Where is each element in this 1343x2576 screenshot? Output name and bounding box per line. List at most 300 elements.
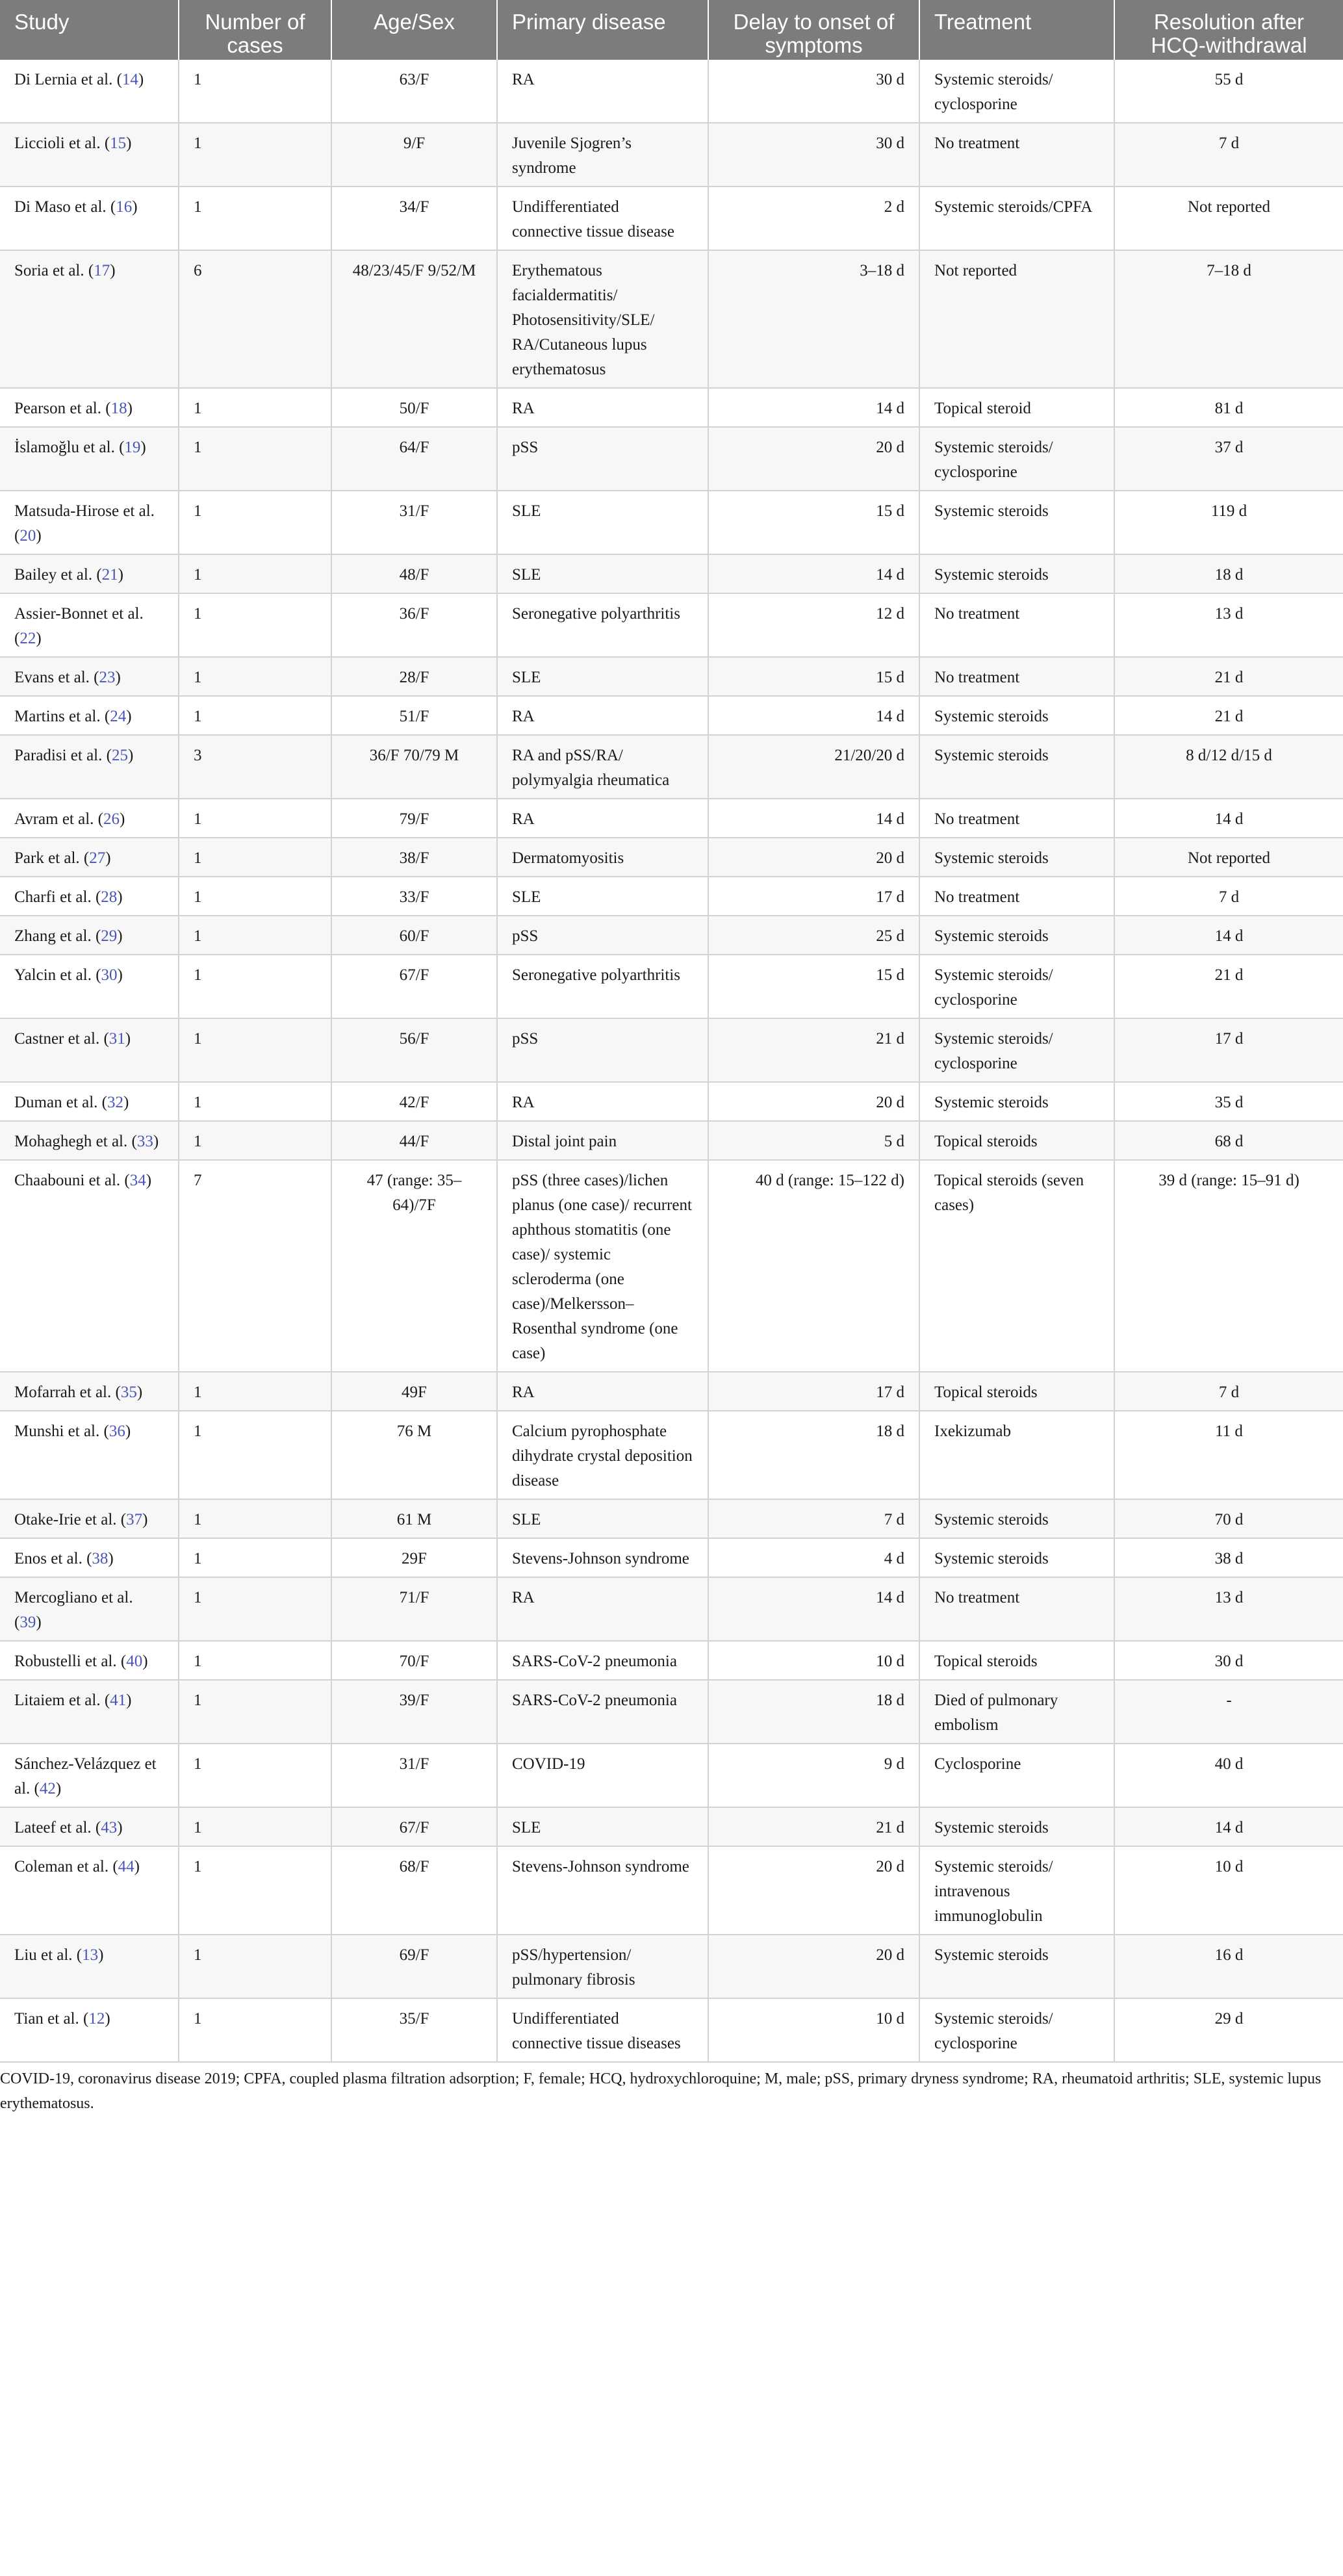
- cell-study: Liccioli et al. (15): [0, 123, 179, 187]
- study-author: Mohaghegh et al. (: [14, 1133, 137, 1150]
- cell-delay: 12 d: [708, 593, 919, 657]
- cell-number-of-cases: 1: [179, 838, 331, 877]
- cell-primary-disease: SARS-CoV-2 pneumonia: [497, 1680, 708, 1744]
- cell-treatment: No treatment: [919, 1577, 1114, 1641]
- cell-age-sex: 38/F: [331, 838, 497, 877]
- cell-delay: 20 d: [708, 838, 919, 877]
- cell-treatment: Topical steroids: [919, 1641, 1114, 1680]
- cell-study: Di Lernia et al. (14): [0, 60, 179, 123]
- cell-study: Pearson et al. (18): [0, 388, 179, 427]
- cell-number-of-cases: 1: [179, 388, 331, 427]
- cell-delay: 10 d: [708, 1641, 919, 1680]
- header-age-sex: Age/Sex: [331, 0, 497, 60]
- cell-primary-disease: RA: [497, 1372, 708, 1411]
- table-row: [0, 1160, 1343, 1372]
- study-author: Duman et al. (: [14, 1094, 108, 1111]
- cell-primary-disease: SLE: [497, 491, 708, 554]
- citation-link[interactable]: 36: [109, 1423, 125, 1440]
- study-author: Yalcin et al. (: [14, 966, 101, 984]
- cell-resolution: 14 d: [1114, 799, 1343, 838]
- cell-age-sex: 31/F: [331, 491, 497, 554]
- study-author: Soria et al. (: [14, 262, 94, 279]
- study-author: Robustelli et al. (: [14, 1653, 127, 1670]
- cell-delay: 14 d: [708, 696, 919, 735]
- study-author: Paradisi et al. (: [14, 747, 112, 764]
- cell-primary-disease: Stevens-Johnson syndrome: [497, 1846, 708, 1935]
- table-row: [0, 60, 1343, 123]
- cell-number-of-cases: 1: [179, 427, 331, 491]
- cell-number-of-cases: 1: [179, 799, 331, 838]
- table-row: [0, 427, 1343, 491]
- cell-primary-disease: COVID-19: [497, 1744, 708, 1807]
- cell-resolution: 55 d: [1114, 60, 1343, 123]
- citation-link[interactable]: 18: [110, 400, 127, 417]
- cell-study: Evans et al. (23): [0, 657, 179, 696]
- cell-primary-disease: pSS: [497, 916, 708, 955]
- study-author: Otake-Irie et al. (: [14, 1511, 127, 1528]
- cell-age-sex: 34/F: [331, 187, 497, 250]
- study-author: Assier-Bonnet et al. (: [14, 605, 144, 647]
- cell-age-sex: 70/F: [331, 1641, 497, 1680]
- cell-study: Liu et al. (13): [0, 1935, 179, 1998]
- cell-delay: 14 d: [708, 388, 919, 427]
- citation-link[interactable]: 25: [111, 747, 128, 764]
- cell-resolution: 38 d: [1114, 1538, 1343, 1577]
- cell-age-sex: 42/F: [331, 1082, 497, 1121]
- cell-number-of-cases: 1: [179, 491, 331, 554]
- cell-treatment: Systemic steroids: [919, 491, 1114, 554]
- cell-age-sex: 31/F: [331, 1744, 497, 1807]
- header-study: Study: [0, 0, 179, 60]
- cell-delay: 30 d: [708, 123, 919, 187]
- cell-resolution: 68 d: [1114, 1121, 1343, 1160]
- citation-link[interactable]: 14: [122, 71, 138, 88]
- cell-delay: 30 d: [708, 60, 919, 123]
- table-row: [0, 1499, 1343, 1538]
- citation-link[interactable]: 44: [118, 1858, 134, 1875]
- cell-number-of-cases: 1: [179, 593, 331, 657]
- citation-link[interactable]: 34: [129, 1172, 146, 1189]
- cell-age-sex: 68/F: [331, 1846, 497, 1935]
- cell-primary-disease: RA: [497, 388, 708, 427]
- citation-link[interactable]: 32: [107, 1094, 124, 1111]
- cell-delay: 5 d: [708, 1121, 919, 1160]
- cell-number-of-cases: 7: [179, 1160, 331, 1372]
- cell-primary-disease: Dermatomyositis: [497, 838, 708, 877]
- citation-link[interactable]: 27: [89, 849, 106, 867]
- cell-delay: 17 d: [708, 877, 919, 916]
- cell-treatment: Systemic steroids/ cyclosporine: [919, 427, 1114, 491]
- cell-treatment: Ixekizumab: [919, 1411, 1114, 1499]
- citation-link[interactable]: 33: [136, 1133, 153, 1150]
- cell-age-sex: 79/F: [331, 799, 497, 838]
- cell-age-sex: 49F: [331, 1372, 497, 1411]
- citation-link[interactable]: 20: [19, 527, 36, 545]
- cell-number-of-cases: 1: [179, 1807, 331, 1846]
- cell-delay: 14 d: [708, 554, 919, 593]
- cell-delay: 4 d: [708, 1538, 919, 1577]
- cell-resolution: Not reported: [1114, 187, 1343, 250]
- cell-resolution: 7 d: [1114, 877, 1343, 916]
- cell-primary-disease: Undifferentiated connective tissue disease: [497, 187, 708, 250]
- table-row: [0, 1411, 1343, 1499]
- cell-number-of-cases: 3: [179, 735, 331, 799]
- cell-age-sex: 50/F: [331, 388, 497, 427]
- cell-resolution: 21 d: [1114, 955, 1343, 1018]
- study-author: Di Maso et al. (: [14, 198, 116, 216]
- cell-age-sex: 71/F: [331, 1577, 497, 1641]
- cell-age-sex: 33/F: [331, 877, 497, 916]
- cell-treatment: Systemic steroids: [919, 1807, 1114, 1846]
- cell-delay: 3–18 d: [708, 250, 919, 388]
- cell-delay: 21/20/20 d: [708, 735, 919, 799]
- cell-treatment: Systemic steroids/ cyclosporine: [919, 955, 1114, 1018]
- header-resolution: Resolution after HCQ-withdrawal: [1114, 0, 1343, 60]
- citation-link[interactable]: 24: [110, 708, 127, 725]
- cell-resolution: 40 d: [1114, 1744, 1343, 1807]
- cell-treatment: Systemic steroids/ cyclosporine: [919, 1998, 1114, 2062]
- cell-study: Yalcin et al. (30): [0, 955, 179, 1018]
- cell-treatment: Topical steroids: [919, 1121, 1114, 1160]
- cell-delay: 18 d: [708, 1411, 919, 1499]
- cell-delay: 15 d: [708, 955, 919, 1018]
- cell-number-of-cases: 6: [179, 250, 331, 388]
- cell-age-sex: 76 M: [331, 1411, 497, 1499]
- cell-resolution: 21 d: [1114, 696, 1343, 735]
- cell-number-of-cases: 1: [179, 1641, 331, 1680]
- study-author: Sánchez-Velázquez et al. (: [14, 1755, 157, 1797]
- table-row: [0, 1998, 1343, 2062]
- cell-primary-disease: RA: [497, 1577, 708, 1641]
- study-author: Castner et al. (: [14, 1030, 109, 1048]
- cell-treatment: Systemic steroids/ intravenous immunoglobulin: [919, 1846, 1114, 1935]
- study-author: Chaabouni et al. (: [14, 1172, 130, 1189]
- cell-treatment: Systemic steroids: [919, 696, 1114, 735]
- cell-number-of-cases: 1: [179, 877, 331, 916]
- study-author: Mercogliano et al. (: [14, 1589, 133, 1631]
- study-author: Park et al. (: [14, 849, 90, 867]
- cell-primary-disease: RA and pSS/RA/ polymyalgia rheumatica: [497, 735, 708, 799]
- study-author: Liccioli et al. (: [14, 135, 110, 152]
- cell-age-sex: 29F: [331, 1538, 497, 1577]
- table-body: [0, 60, 1343, 2062]
- cell-age-sex: 51/F: [331, 696, 497, 735]
- table-row: [0, 1641, 1343, 1680]
- cell-age-sex: 35/F: [331, 1998, 497, 2062]
- cell-treatment: No treatment: [919, 123, 1114, 187]
- cell-treatment: Topical steroids (seven cases): [919, 1160, 1114, 1372]
- cell-number-of-cases: 1: [179, 1998, 331, 2062]
- citation-link[interactable]: 16: [116, 198, 133, 216]
- cell-primary-disease: Calcium pyrophosphate dihydrate crystal deposition disease: [497, 1411, 708, 1499]
- cell-age-sex: 67/F: [331, 955, 497, 1018]
- table-row: [0, 1082, 1343, 1121]
- cell-treatment: Systemic steroids/CPFA: [919, 187, 1114, 250]
- header-primary-disease: Primary disease: [497, 0, 708, 60]
- cell-study: Chaabouni et al. (34): [0, 1160, 179, 1372]
- cell-primary-disease: Stevens-Johnson syndrome: [497, 1538, 708, 1577]
- table-row: [0, 1121, 1343, 1160]
- cell-treatment: Systemic steroids: [919, 554, 1114, 593]
- cell-delay: 14 d: [708, 799, 919, 838]
- cell-resolution: 37 d: [1114, 427, 1343, 491]
- cell-primary-disease: SLE: [497, 657, 708, 696]
- citation-link[interactable]: 40: [126, 1653, 143, 1670]
- study-author: Matsuda-Hirose et al. (: [14, 502, 155, 545]
- cell-resolution: 35 d: [1114, 1082, 1343, 1121]
- cell-delay: 7 d: [708, 1499, 919, 1538]
- cell-resolution: 13 d: [1114, 1577, 1343, 1641]
- cell-number-of-cases: 1: [179, 1499, 331, 1538]
- cell-study: Otake-Irie et al. (37): [0, 1499, 179, 1538]
- cell-number-of-cases: 1: [179, 187, 331, 250]
- citation-link[interactable]: 26: [103, 810, 120, 828]
- cell-age-sex: 36/F: [331, 593, 497, 657]
- cell-number-of-cases: 1: [179, 1018, 331, 1082]
- cell-number-of-cases: 1: [179, 1846, 331, 1935]
- cell-primary-disease: RA: [497, 60, 708, 123]
- citation-link[interactable]: 38: [92, 1550, 109, 1567]
- cell-resolution: 119 d: [1114, 491, 1343, 554]
- table-row: [0, 1680, 1343, 1744]
- cell-study: Mofarrah et al. (35): [0, 1372, 179, 1411]
- cell-treatment: Systemic steroids: [919, 1499, 1114, 1538]
- cell-delay: 18 d: [708, 1680, 919, 1744]
- study-author: Di Lernia et al. (: [14, 71, 122, 88]
- table-row: [0, 1807, 1343, 1846]
- cell-primary-disease: pSS/hypertension/ pulmonary fibrosis: [497, 1935, 708, 1998]
- table-row: [0, 491, 1343, 554]
- cell-age-sex: 36/F 70/79 M: [331, 735, 497, 799]
- cell-number-of-cases: 1: [179, 657, 331, 696]
- study-author: Pearson et al. (: [14, 400, 111, 417]
- study-author: Bailey et al. (: [14, 566, 102, 584]
- study-author: Lateef et al. (: [14, 1819, 101, 1836]
- cell-primary-disease: pSS: [497, 427, 708, 491]
- citation-link[interactable]: 28: [101, 888, 118, 906]
- cell-delay: 40 d (range: 15–122 d): [708, 1160, 919, 1372]
- citation-link[interactable]: 15: [110, 135, 127, 152]
- study-author: Coleman et al. (: [14, 1858, 118, 1875]
- cell-number-of-cases: 1: [179, 1082, 331, 1121]
- table-row: [0, 187, 1343, 250]
- citation-link[interactable]: 12: [88, 2010, 105, 2028]
- table-row: [0, 1018, 1343, 1082]
- citation-link[interactable]: 31: [109, 1030, 125, 1048]
- cell-treatment: Systemic steroids: [919, 1082, 1114, 1121]
- table-row: [0, 696, 1343, 735]
- cell-study: İslamoğlu et al. (19): [0, 427, 179, 491]
- study-author: Martins et al. (: [14, 708, 110, 725]
- cell-age-sex: 48/F: [331, 554, 497, 593]
- cell-study: Lateef et al. (43): [0, 1807, 179, 1846]
- cell-primary-disease: SLE: [497, 877, 708, 916]
- cell-study: Mohaghegh et al. (33): [0, 1121, 179, 1160]
- citation-link[interactable]: 29: [101, 927, 118, 945]
- table-row: [0, 554, 1343, 593]
- citation-link[interactable]: 13: [82, 1946, 99, 1964]
- cell-treatment: Died of pulmonary embolism: [919, 1680, 1114, 1744]
- cell-resolution: 11 d: [1114, 1411, 1343, 1499]
- cell-age-sex: 56/F: [331, 1018, 497, 1082]
- cell-primary-disease: RA: [497, 799, 708, 838]
- citation-link[interactable]: 21: [101, 566, 118, 584]
- cell-treatment: No treatment: [919, 657, 1114, 696]
- cell-resolution: 13 d: [1114, 593, 1343, 657]
- study-author: Tian et al. (: [14, 2010, 89, 2028]
- cell-primary-disease: Seronegative polyarthritis: [497, 955, 708, 1018]
- cell-resolution: 81 d: [1114, 388, 1343, 427]
- table-row: [0, 877, 1343, 916]
- table-row: [0, 388, 1343, 427]
- cell-number-of-cases: 1: [179, 1577, 331, 1641]
- study-author: Zhang et al. (: [14, 927, 101, 945]
- cell-delay: 21 d: [708, 1807, 919, 1846]
- cell-resolution: 14 d: [1114, 916, 1343, 955]
- cell-treatment: Systemic steroids/ cyclosporine: [919, 60, 1114, 123]
- cell-study: Martins et al. (24): [0, 696, 179, 735]
- cell-primary-disease: Seronegative polyarthritis: [497, 593, 708, 657]
- citation-link[interactable]: 23: [99, 669, 116, 686]
- table-row: [0, 799, 1343, 838]
- header-treatment: Treatment: [919, 0, 1114, 60]
- cell-study: Zhang et al. (29): [0, 916, 179, 955]
- table-row: [0, 916, 1343, 955]
- cell-age-sex: 48/23/45/F 9/52/M: [331, 250, 497, 388]
- cell-treatment: Cyclosporine: [919, 1744, 1114, 1807]
- study-author: Munshi et al. (: [14, 1423, 109, 1440]
- cell-study: Enos et al. (38): [0, 1538, 179, 1577]
- cell-delay: 10 d: [708, 1998, 919, 2062]
- cell-age-sex: 60/F: [331, 916, 497, 955]
- study-author: Mofarrah et al. (: [14, 1384, 121, 1401]
- cell-primary-disease: Distal joint pain: [497, 1121, 708, 1160]
- table-row: [0, 593, 1343, 657]
- citation-link[interactable]: 19: [124, 439, 141, 456]
- cell-primary-disease: Juvenile Sjogren’s syndrome: [497, 123, 708, 187]
- cell-study: Assier-Bonnet et al. (22): [0, 593, 179, 657]
- cell-number-of-cases: 1: [179, 955, 331, 1018]
- cell-resolution: 7–18 d: [1114, 250, 1343, 388]
- table-row: [0, 1744, 1343, 1807]
- cell-age-sex: 61 M: [331, 1499, 497, 1538]
- table-row: [0, 250, 1343, 388]
- cell-study: Duman et al. (32): [0, 1082, 179, 1121]
- table-row: [0, 1577, 1343, 1641]
- table-footnote: COVID-19, coronavirus disease 2019; CPFA, coupled plasma filtration adsorption; F, female; HCQ, hydroxychloroquine; M, male; pSS, primary dryness syndrome; RA, rheumatoid arthritis; SLE, systemic lupus erythematosus.: [0, 2070, 1322, 2112]
- cell-study: Avram et al. (26): [0, 799, 179, 838]
- cell-study: Soria et al. (17): [0, 250, 179, 388]
- cell-primary-disease: pSS (three cases)/lichen planus (one case)/ recurrent aphthous stomatitis (one case)/ systemic scleroderma (one case)/Melkersson–Rosenthal syndrome (one case): [497, 1160, 708, 1372]
- cell-study: Bailey et al. (21): [0, 554, 179, 593]
- cell-treatment: Systemic steroids/ cyclosporine: [919, 1018, 1114, 1082]
- cell-resolution: 18 d: [1114, 554, 1343, 593]
- cell-age-sex: 63/F: [331, 60, 497, 123]
- citation-link[interactable]: 39: [19, 1614, 36, 1631]
- cell-delay: 20 d: [708, 1935, 919, 1998]
- citation-link[interactable]: 43: [101, 1819, 118, 1836]
- table-row: [0, 123, 1343, 187]
- cell-resolution: 10 d: [1114, 1846, 1343, 1935]
- cell-resolution: 21 d: [1114, 657, 1343, 696]
- table-row: [0, 838, 1343, 877]
- cell-number-of-cases: 1: [179, 696, 331, 735]
- table-row: [0, 657, 1343, 696]
- cell-resolution: Not reported: [1114, 838, 1343, 877]
- cell-delay: 14 d: [708, 1577, 919, 1641]
- citation-link[interactable]: 17: [94, 262, 110, 279]
- cell-delay: 17 d: [708, 1372, 919, 1411]
- cell-delay: 9 d: [708, 1744, 919, 1807]
- cell-primary-disease: SLE: [497, 1807, 708, 1846]
- cell-age-sex: 47 (range: 35–64)/7F: [331, 1160, 497, 1372]
- table-row: [0, 1372, 1343, 1411]
- cell-study: Tian et al. (12): [0, 1998, 179, 2062]
- cell-study: Paradisi et al. (25): [0, 735, 179, 799]
- cell-delay: 25 d: [708, 916, 919, 955]
- cell-resolution: 39 d (range: 15–91 d): [1114, 1160, 1343, 1372]
- cell-study: Park et al. (27): [0, 838, 179, 877]
- cell-number-of-cases: 1: [179, 1744, 331, 1807]
- cell-resolution: 30 d: [1114, 1641, 1343, 1680]
- study-author: İslamoğlu et al. (: [14, 439, 125, 456]
- table-row: [0, 735, 1343, 799]
- citation-link[interactable]: 37: [126, 1511, 143, 1528]
- cell-delay: 15 d: [708, 657, 919, 696]
- study-author: Charfi et al. (: [14, 888, 101, 906]
- cell-treatment: Systemic steroids: [919, 1935, 1114, 1998]
- citation-link[interactable]: 30: [101, 966, 118, 984]
- cell-study: Coleman et al. (44): [0, 1846, 179, 1935]
- cell-treatment: Topical steroid: [919, 388, 1114, 427]
- citation-link[interactable]: 35: [120, 1384, 137, 1401]
- cell-treatment: No treatment: [919, 877, 1114, 916]
- citation-link[interactable]: 41: [110, 1692, 127, 1709]
- table-row: [0, 1935, 1343, 1998]
- cell-resolution: 29 d: [1114, 1998, 1343, 2062]
- cell-primary-disease: SLE: [497, 1499, 708, 1538]
- cell-study: Mercogliano et al. (39): [0, 1577, 179, 1641]
- cell-number-of-cases: 1: [179, 554, 331, 593]
- cell-delay: 21 d: [708, 1018, 919, 1082]
- citation-link[interactable]: 22: [19, 630, 36, 647]
- cell-primary-disease: SARS-CoV-2 pneumonia: [497, 1641, 708, 1680]
- cell-treatment: No treatment: [919, 593, 1114, 657]
- cell-study: Munshi et al. (36): [0, 1411, 179, 1499]
- table-row: [0, 955, 1343, 1018]
- cell-number-of-cases: 1: [179, 1935, 331, 1998]
- cell-primary-disease: SLE: [497, 554, 708, 593]
- cell-number-of-cases: 1: [179, 1411, 331, 1499]
- cell-age-sex: 39/F: [331, 1680, 497, 1744]
- header-row: [0, 0, 1343, 60]
- citation-link[interactable]: 42: [39, 1780, 56, 1797]
- cell-resolution: 7 d: [1114, 123, 1343, 187]
- cell-study: Matsuda-Hirose et al. (20): [0, 491, 179, 554]
- cell-treatment: No treatment: [919, 799, 1114, 838]
- cell-age-sex: 44/F: [331, 1121, 497, 1160]
- cell-resolution: 14 d: [1114, 1807, 1343, 1846]
- study-author: Litaiem et al. (: [14, 1692, 110, 1709]
- cell-number-of-cases: 1: [179, 1538, 331, 1577]
- cell-primary-disease: RA: [497, 696, 708, 735]
- cell-study: Castner et al. (31): [0, 1018, 179, 1082]
- header-number-of-cases: Number of cases: [179, 0, 331, 60]
- cell-study: Robustelli et al. (40): [0, 1641, 179, 1680]
- cell-treatment: Systemic steroids: [919, 1538, 1114, 1577]
- cell-study: Litaiem et al. (41): [0, 1680, 179, 1744]
- cell-treatment: Systemic steroids: [919, 838, 1114, 877]
